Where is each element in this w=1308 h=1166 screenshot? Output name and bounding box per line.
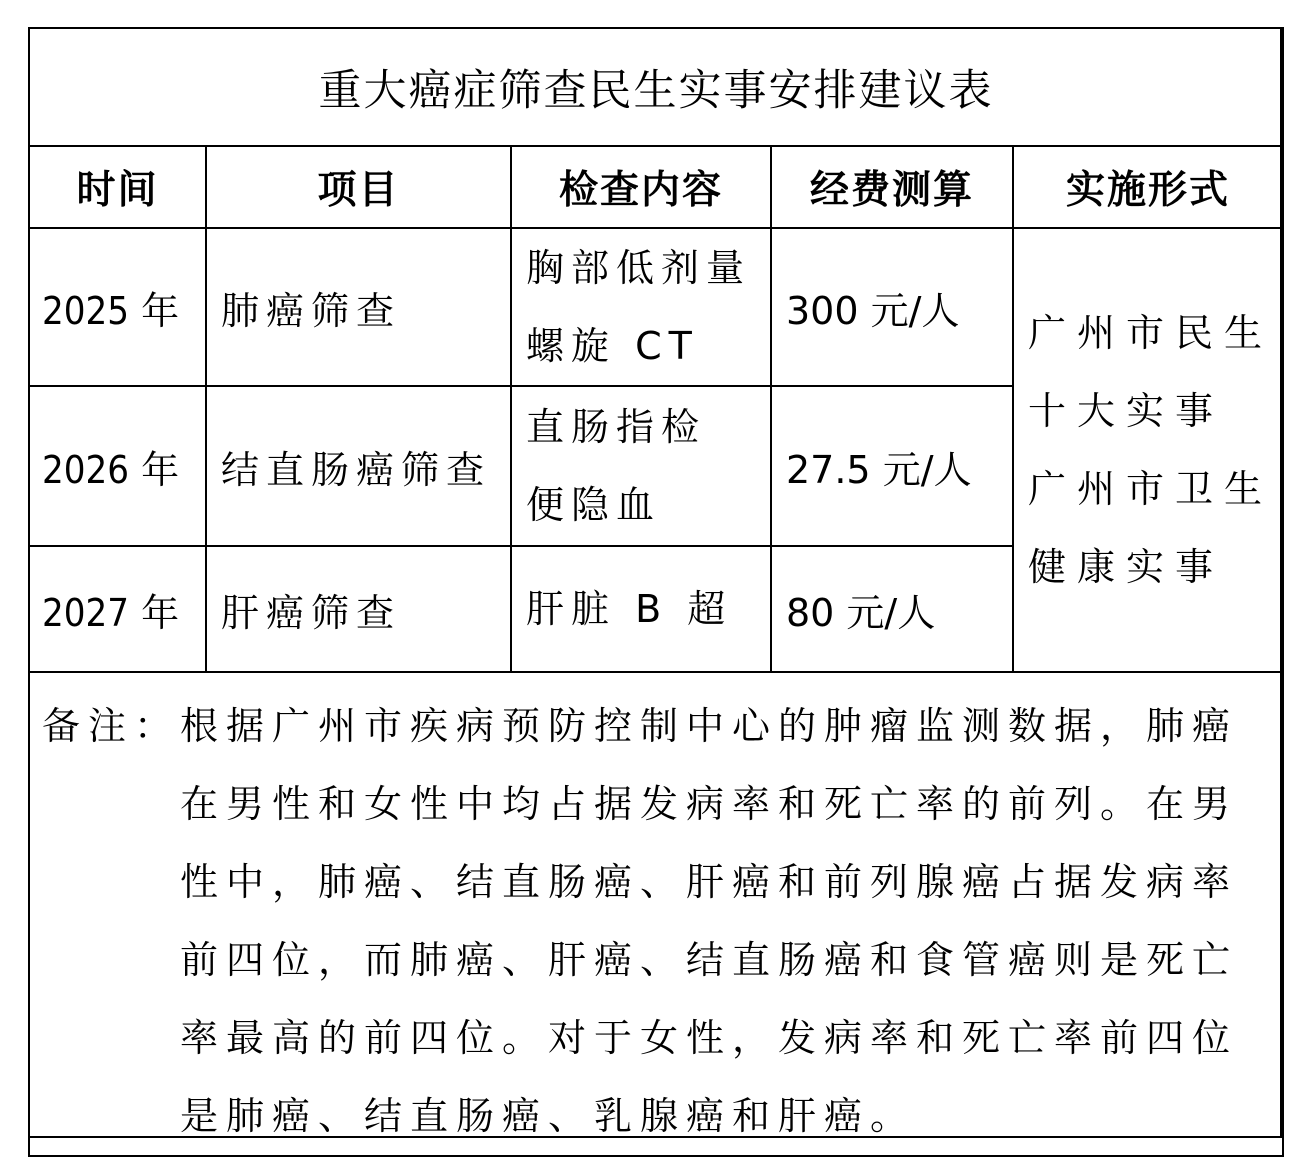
year-unit: 年	[141, 288, 180, 333]
cost-cell: 27.5 元/人	[771, 386, 1013, 546]
item-cell: 肝癌筛查	[206, 546, 511, 672]
content-line: 便隐血	[526, 483, 662, 527]
year-cell	[29, 546, 206, 672]
year-cell	[29, 386, 206, 546]
implementation-line: 广州市民生	[1028, 311, 1274, 355]
content-cell	[511, 228, 771, 386]
header-form: 实施形式	[1013, 146, 1283, 228]
table-title: 重大癌症筛查民生实事安排建议表	[29, 28, 1283, 146]
note-row	[29, 672, 1283, 1156]
content-cell	[511, 386, 771, 546]
content-line: 直肠指检	[526, 405, 707, 449]
year-value: 2027	[42, 590, 129, 635]
header-item: 项目	[206, 146, 511, 228]
year-unit: 年	[141, 447, 180, 492]
header-content: 检查内容	[511, 146, 771, 228]
header-time: 时间	[29, 146, 206, 228]
implementation-cell	[1013, 228, 1283, 672]
note-cell	[29, 672, 1283, 1156]
year-unit: 年	[141, 590, 180, 635]
title-row	[29, 28, 1283, 146]
implementation-line: 健康实事	[1028, 545, 1225, 589]
implementation-line: 广州市卫生	[1028, 467, 1274, 511]
header-cost: 经费测算	[771, 146, 1013, 228]
header-row	[29, 146, 1283, 228]
content-line: 螺旋 CT	[526, 324, 699, 368]
content-cell: 肝脏 B 超	[511, 546, 771, 672]
note-label: 备注：	[42, 704, 181, 748]
year-value: 2026	[42, 447, 129, 492]
table-row	[29, 228, 1283, 386]
cost-cell: 80 元/人	[771, 546, 1013, 672]
cost-cell: 300 元/人	[771, 228, 1013, 386]
item-cell: 结直肠癌筛查	[206, 386, 511, 546]
year-value: 2025	[42, 288, 129, 333]
implementation-line: 十大实事	[1028, 389, 1225, 433]
item-cell: 肺癌筛查	[206, 228, 511, 386]
schedule-table	[28, 27, 1284, 1157]
document-sheet	[28, 27, 1282, 1138]
note-text: 根据广州市疾病预防控制中心的肿瘤监测数据，肺癌在男性和女性中均占据发病率和死亡率的前列。在男性中，肺癌、结直肠癌、肝癌和前列腺癌占据发病率前四位，而肺癌、肝癌、结直肠癌和食管癌则是死亡率最高的前四位。对于女性，发病率和死亡率前四位是肺癌、结直肠癌、乳腺癌和肝癌。	[180, 704, 1239, 1138]
content-line: 胸部低剂量	[526, 246, 752, 290]
year-cell	[29, 228, 206, 386]
